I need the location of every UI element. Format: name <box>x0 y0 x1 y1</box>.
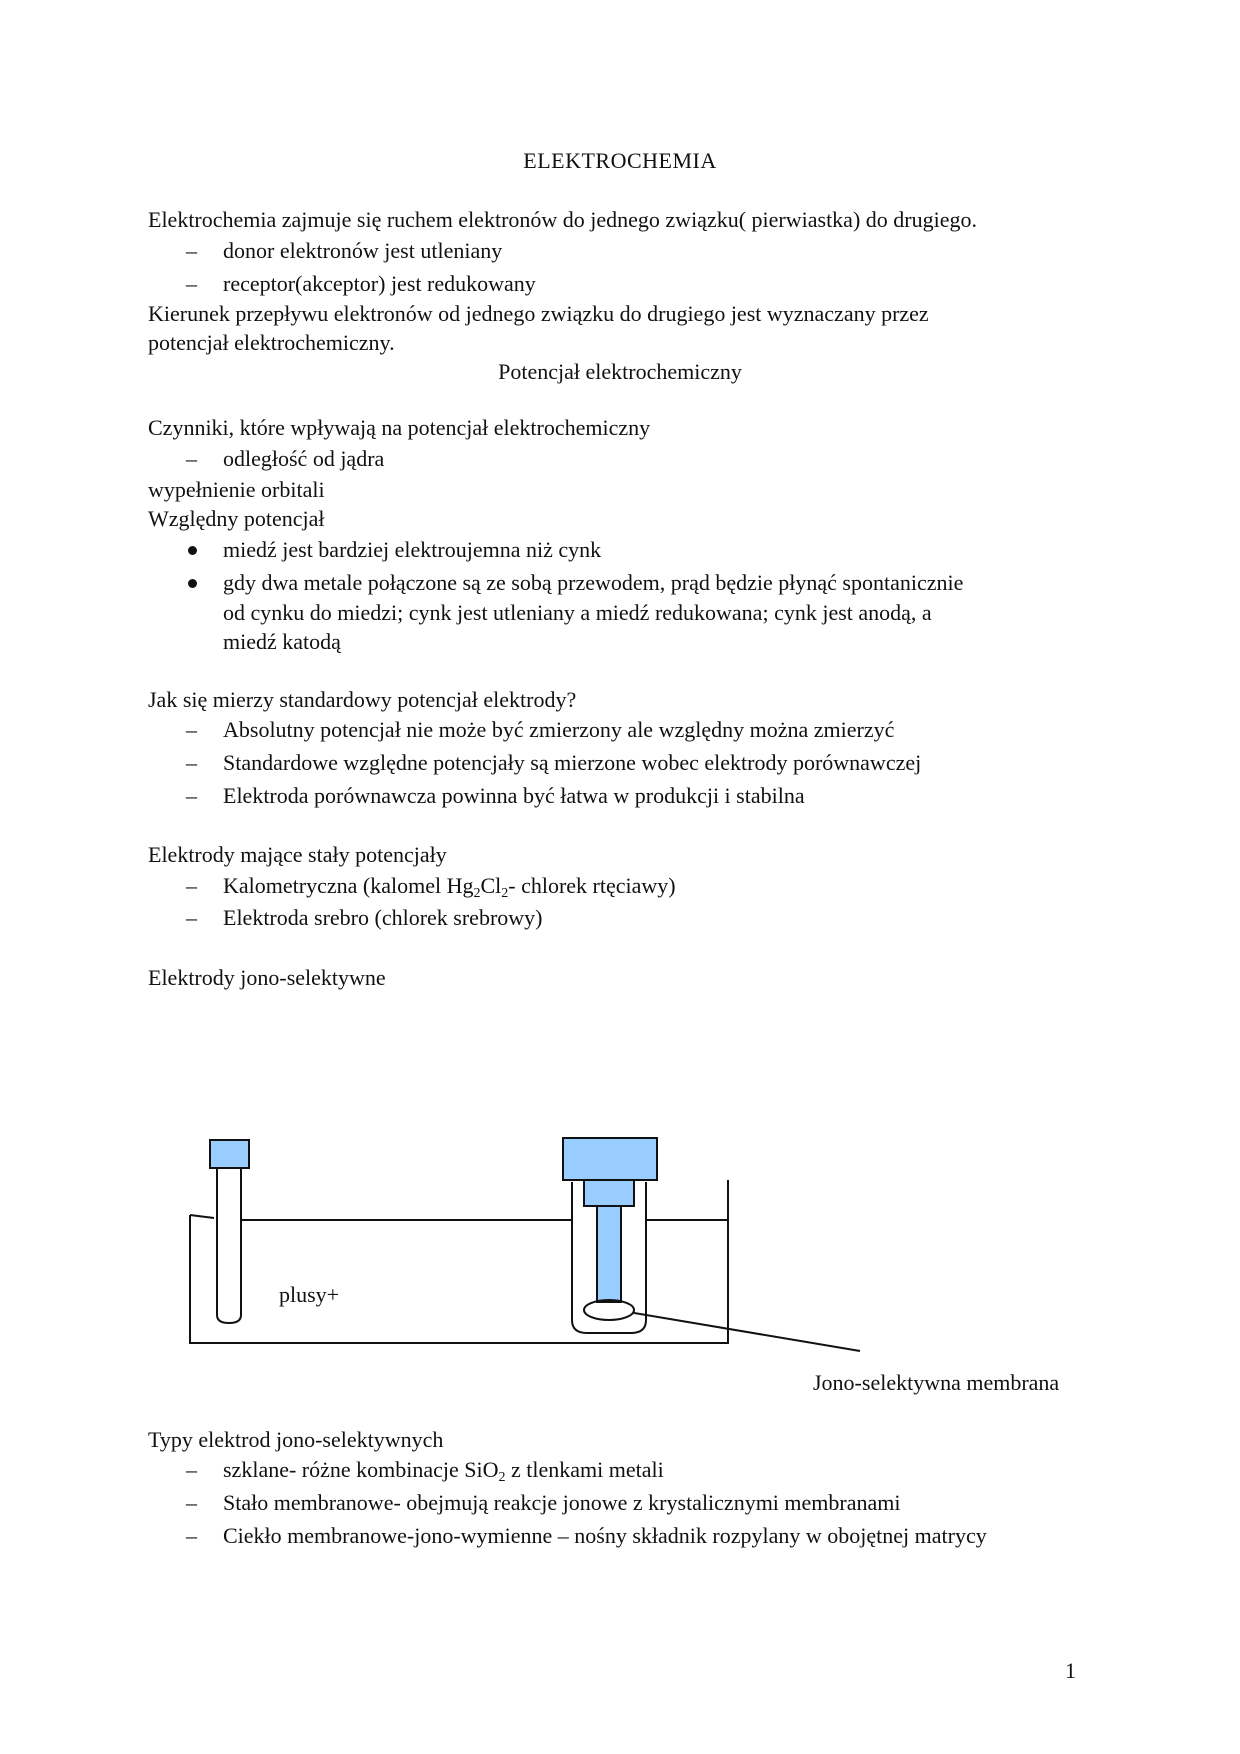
ise-cap <box>563 1138 657 1180</box>
factors-heading: Czynniki, które wpływają na potencjał elektrochemiczny <box>148 415 651 440</box>
subscript: 2 <box>498 1470 506 1485</box>
reference-electrode-cap <box>210 1140 249 1168</box>
dash-marker: – <box>186 905 197 930</box>
list-item-text: receptor(akceptor) jest redukowany <box>223 271 536 296</box>
flow-paragraph-line-2: potencjał elektrochemiczny. <box>148 330 395 355</box>
flow-paragraph-line-1: Kierunek przepływu elektronów od jednego związku do drugiego jest wyznaczany przez <box>148 301 929 326</box>
bullet-item-text-line-3: miedź katodą <box>223 629 341 654</box>
list-item-text: donor elektronów jest utleniany <box>223 238 503 263</box>
calomel-text: Cl <box>480 873 502 898</box>
liquid-surface-left <box>190 1215 214 1218</box>
dash-marker: – <box>186 1490 197 1515</box>
list-item-text: Standardowe względne potencjały są mierzone wobec elektrody porównawczej <box>223 750 922 775</box>
page-title: ELEKTROCHEMIA <box>523 148 717 173</box>
calomel-text: Kalometryczna (kalomel Hg <box>223 873 474 898</box>
subscript: 2 <box>501 886 509 901</box>
dash-marker: – <box>186 271 197 296</box>
calomel-text: - chlorek rtęciawy) <box>508 873 676 898</box>
types-item1-text: z tlenkami metali <box>505 1457 664 1482</box>
list-item-text: Elektroda srebro (chlorek srebrowy) <box>223 905 543 930</box>
bullet-item-text: miedź jest bardziej elektroujemna niż cynk <box>223 537 602 562</box>
list-item-text: Stało membranowe- obejmują reakcje jonowe z krystalicznymi membranami <box>223 1490 901 1515</box>
section-subtitle: Potencjał elektrochemiczny <box>498 359 742 384</box>
bullet-item-text-line-1: gdy dwa metale połączone są ze sobą przewodem, prąd będzie płynąć spontanicznie <box>223 570 964 595</box>
list-item-text: Absolutny potencjał nie może być zmierzony ale względny można zmierzyć <box>223 717 895 742</box>
dash-marker: – <box>186 1523 197 1548</box>
list-item-text: Ciekło membranowe-jono-wymienne – nośny składnik rozpylany w obojętnej matrycy <box>223 1523 987 1548</box>
diagram-label-membrane: Jono-selektywna membrana <box>813 1370 1060 1395</box>
constant-heading: Elektrody mające stały potencjały <box>148 842 447 867</box>
dash-marker: – <box>186 1457 197 1482</box>
orbital-line: wypełnienie orbitali <box>148 477 325 502</box>
dash-marker: – <box>186 717 197 742</box>
dash-marker: – <box>186 873 197 898</box>
types-heading: Typy elektrod jono-selektywnych <box>148 1427 444 1452</box>
dash-marker: – <box>186 783 197 808</box>
ise-heading: Elektrody jono-selektywne <box>148 965 386 990</box>
subscript: 2 <box>473 886 481 901</box>
list-item-text <box>223 1457 664 1483</box>
ise-inner-electrode <box>597 1206 621 1302</box>
list-item-text: Elektroda porównawcza powinna być łatwa w produkcji i stabilna <box>223 783 805 808</box>
types-item1-text: szklane- różne kombinacje SiO <box>223 1457 499 1482</box>
list-item-text: odległość od jądra <box>223 446 385 471</box>
intro-paragraph: Elektrochemia zajmuje się ruchem elektronów do jednego związku( pierwiastka) do drugiego. <box>148 207 977 232</box>
diagram-label-plusy: plusy+ <box>279 1282 340 1307</box>
dash-marker: – <box>186 750 197 775</box>
beaker-outline <box>190 1180 728 1343</box>
reference-electrode-tube <box>217 1168 241 1323</box>
page-number: 1 <box>1065 1658 1076 1683</box>
relative-heading: Względny potencjał <box>148 506 325 531</box>
dash-marker: – <box>186 446 197 471</box>
measure-heading: Jak się mierzy standardowy potencjał elektrody? <box>148 687 577 712</box>
ise-collar <box>584 1180 634 1206</box>
membrane-pointer-line <box>634 1313 860 1351</box>
bullet-item-text-line-2: od cynku do miedzi; cynk jest utleniany a miedź redukowana; cynk jest anodą, a <box>223 600 932 625</box>
dash-marker: – <box>186 238 197 263</box>
